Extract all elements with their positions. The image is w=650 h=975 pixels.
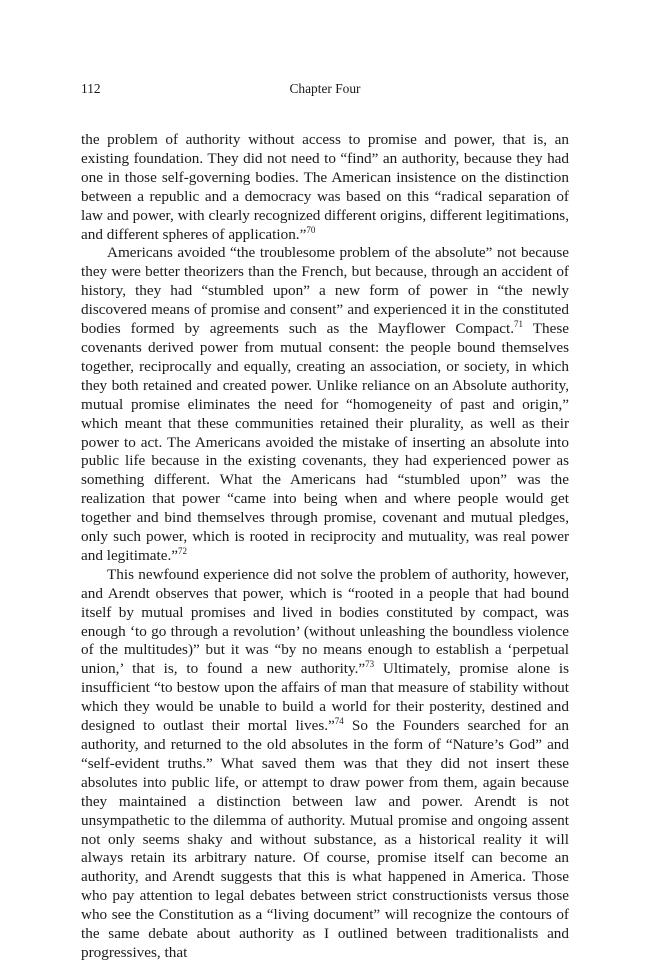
text-run: These covenants derived power from mutual consent: the people bound themselves together, reciprocally and equally, creating an association, or society, in which they both retained and created power. Unlike reliance on an Absolute authority, mutual promise eliminates the need for “homogeneity of past and origin,” which meant that these communities retained their plurality, as well as their power to act. The Americans avoided the mistake of inserting an absolute into public life because in the existing covenants, they had experienced power as something different. What the Americans had “stumbled upon” was the realization that power “came into being when and where people would get together and bind themselves through promise, covenant and mutual pledges, only such power, which is rooted in reciprocity and mutuality, was real power and legitimate.” [81, 320, 569, 564]
footnote-ref-71: 71 [514, 319, 523, 329]
running-head: Chapter Four [289, 81, 361, 96]
text-run: Americans avoided “the troublesome problem of the absolute” not because they were better theorizers than the French, but because, through an accident of history, they had “stumbled upon” a new form of power in “the newly discovered means of promise and consent” and experienced it in the constituted bodies formed by agreements such as the Mayflower Compact. [81, 244, 569, 338]
paragraph [81, 244, 569, 565]
text-run: Ultimately, promise alone is insufficient “to bestow upon the affairs of man that measure of stability without which they would be unable to build a world for their posterity, destined and designed to outlast their mortal lives.” [81, 660, 569, 735]
body-text [81, 131, 569, 963]
paragraph [81, 566, 569, 963]
footnote-ref-74: 74 [334, 716, 344, 727]
page-header [81, 79, 569, 99]
text-run: the problem of authority without access to promise and power, that is, an existing foundation. They did not need to “find” an authority, because they had one in those self-governing bodies. The American insistence on the distinction between a republic and a democracy was based on this “radical separation of law and power, with clearly recognized different origins, different legitimations, and different spheres of application.” [81, 131, 569, 243]
text-run: This newfound experience did not solve the problem of authority, however, and Arendt observes that power, which is “rooted in a people that had bound itself by mutual promises and lived in bodies constituted by compact, was enough ‘to go through a revolution’ (without unleashing the boundless violence of the multitudes)” but it was “by no means enough to establish a ‘perpetual union,’ that is, to found a new authority.” [81, 565, 569, 678]
text-run: So the Founders searched for an authority, and returned to the old absolutes in the form of “Nature’s God” and “self-evident truths.” What saved them was that they did not insert these absolutes into public life, or attempt to draw power from them, again because they maintained a distinction between law and power. Arendt is not unsympathetic to the dilemma of authority. Mutual promise and ongoing assent not only seems shaky and without substance, as a historical reality it will always retain its arbitrary nature. Of course, promise itself can become an authority, and Arendt suggests that this is what happened in America. Those who pay attention to legal debates between strict constructionists versus those who see the Constitution as a “living document” will recognize the contours of the same debate about authority as I outlined between traditionalists and progressives, that [81, 717, 569, 961]
footnote-ref-73: 73 [365, 659, 375, 670]
footnote-ref-72: 72 [178, 545, 187, 556]
page-number: 112 [81, 81, 101, 96]
footnote-ref-70: 70 [306, 224, 316, 235]
paragraph [81, 131, 569, 244]
